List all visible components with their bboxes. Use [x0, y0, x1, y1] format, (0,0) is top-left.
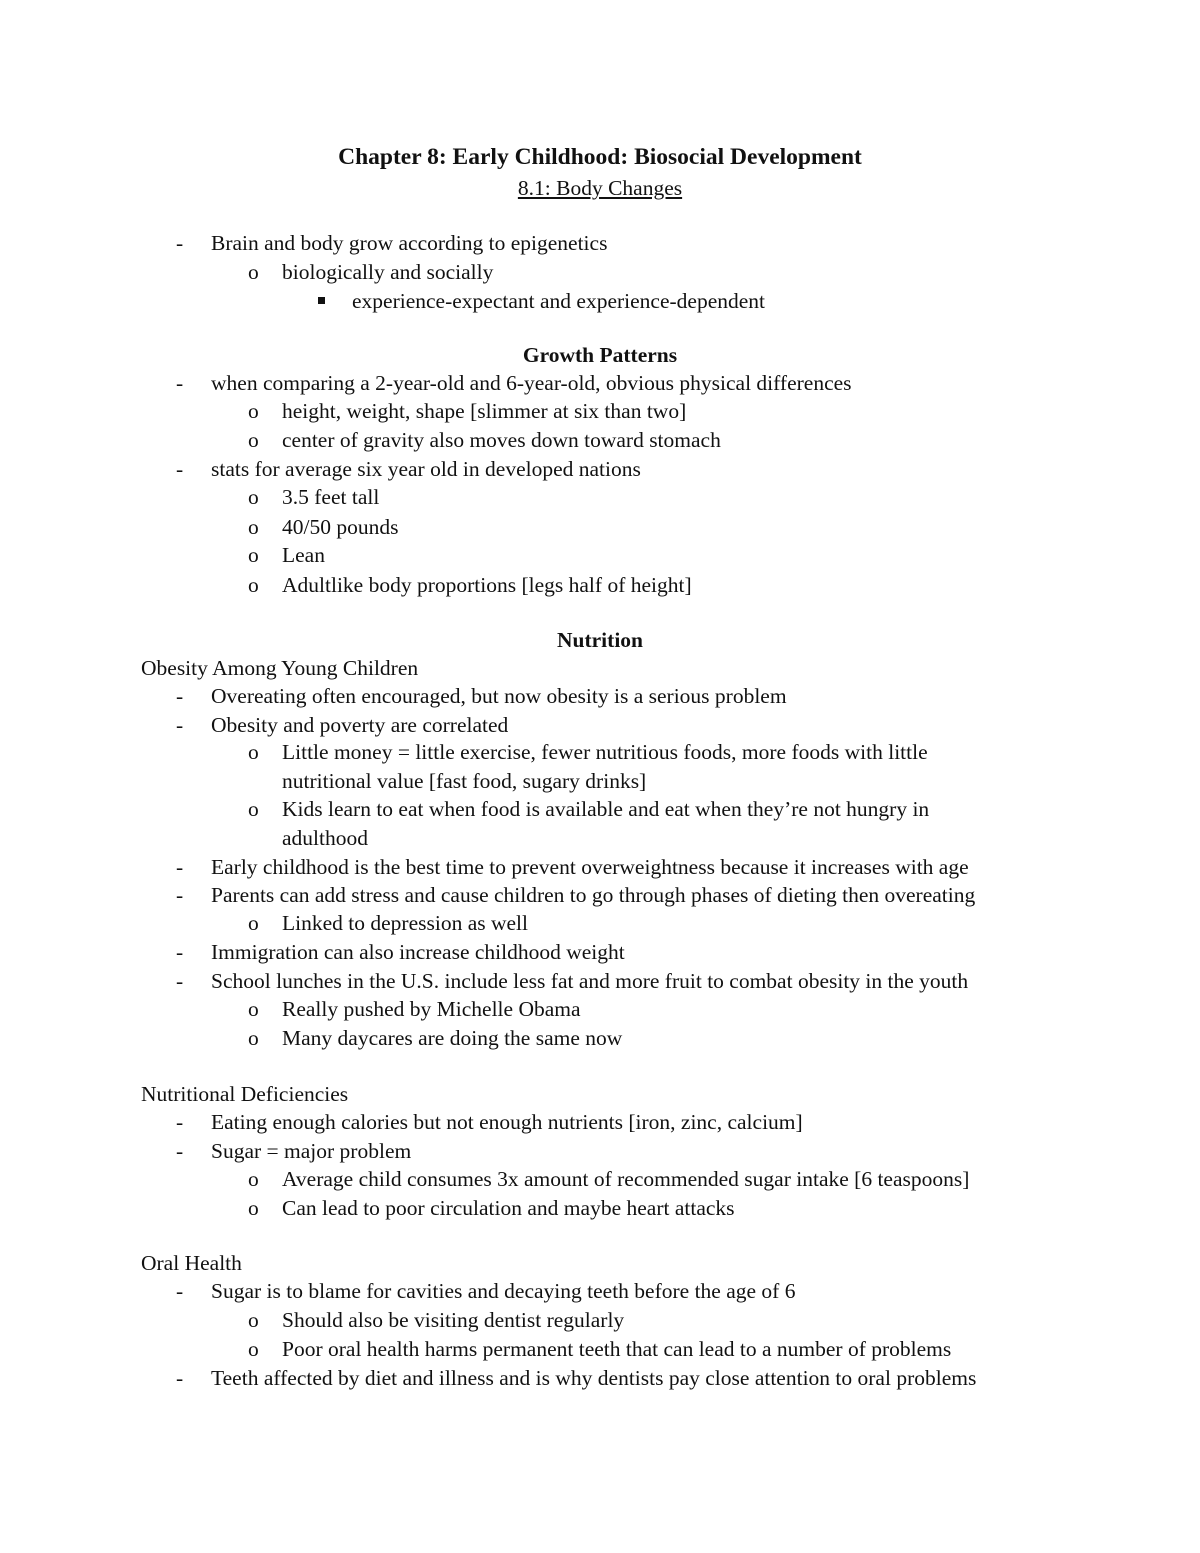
circle-bullet: o [248, 797, 259, 821]
circle-bullet: o [248, 515, 259, 539]
list-item: Can lead to poor circulation and maybe heart attacks [282, 1196, 735, 1220]
list-item-continued: adulthood [282, 826, 368, 850]
list-item: Really pushed by Michelle Obama [282, 997, 581, 1021]
oral-health-subheading: Oral Health [141, 1251, 242, 1275]
list-item: Kids learn to eat when food is available and eat when they’re not hungry in [282, 797, 930, 821]
list-item: Poor oral health harms permanent teeth that can lead to a number of problems [282, 1337, 952, 1361]
list-item: Eating enough calories but not enough nutrients [iron, zinc, calcium] [211, 1110, 803, 1134]
circle-bullet: o [248, 1308, 259, 1332]
list-item: Brain and body grow according to epigenetics [211, 231, 608, 255]
dash-bullet: - [176, 1366, 184, 1390]
list-item: Average child consumes 3x amount of recommended sugar intake [6 teaspoons] [282, 1167, 970, 1191]
list-item-continued: nutritional value [fast food, sugary drinks] [282, 769, 647, 793]
list-item: Overeating often encouraged, but now obesity is a serious problem [211, 684, 787, 708]
circle-bullet: o [248, 997, 259, 1021]
circle-bullet: o [248, 1196, 259, 1220]
dash-bullet: - [176, 713, 184, 737]
dash-bullet: - [176, 231, 184, 255]
circle-bullet: o [248, 543, 259, 567]
list-item: Parents can add stress and cause children to go through phases of dieting then overeating [211, 883, 976, 907]
circle-bullet: o [248, 399, 259, 423]
dash-bullet: - [176, 371, 184, 395]
dash-bullet: - [176, 969, 184, 993]
list-item: experience-expectant and experience-dependent [352, 289, 766, 313]
list-item: stats for average six year old in developed nations [211, 457, 641, 481]
list-item: Sugar is to blame for cavities and decaying teeth before the age of 6 [211, 1279, 796, 1303]
growth-patterns-heading: Growth Patterns [522, 343, 678, 367]
section-subtitle: 8.1: Body Changes [517, 176, 683, 200]
dash-bullet: - [176, 1279, 184, 1303]
list-item: Teeth affected by diet and illness and is why dentists pay close attention to oral problems [211, 1366, 977, 1390]
circle-bullet: o [248, 740, 259, 764]
dash-bullet: - [176, 457, 184, 481]
list-item: Linked to depression as well [282, 911, 529, 935]
list-item: 3.5 feet tall [282, 485, 380, 509]
list-item: when comparing a 2-year-old and 6-year-old, obvious physical differences [211, 371, 852, 395]
list-item: Should also be visiting dentist regularly [282, 1308, 625, 1332]
circle-bullet: o [248, 1026, 259, 1050]
obesity-subheading: Obesity Among Young Children [141, 656, 419, 680]
list-item: Lean [282, 543, 325, 567]
dash-bullet: - [176, 940, 184, 964]
list-item: height, weight, shape [slimmer at six than two] [282, 399, 687, 423]
list-item: Little money = little exercise, fewer nutritious foods, more foods with little [282, 740, 928, 764]
list-item: center of gravity also moves down toward stomach [282, 428, 721, 452]
dash-bullet: - [176, 855, 184, 879]
list-item: biologically and socially [282, 260, 494, 284]
circle-bullet: o [248, 1337, 259, 1361]
list-item: Many daycares are doing the same now [282, 1026, 623, 1050]
circle-bullet: o [248, 428, 259, 452]
dash-bullet: - [176, 883, 184, 907]
dash-bullet: - [176, 1110, 184, 1134]
list-item: 40/50 pounds [282, 515, 399, 539]
circle-bullet: o [248, 573, 259, 597]
list-item: School lunches in the U.S. include less fat and more fruit to combat obesity in the youth [211, 969, 969, 993]
circle-bullet: o [248, 485, 259, 509]
list-item: Early childhood is the best time to prevent overweightness because it increases with age [211, 855, 969, 879]
deficiencies-subheading: Nutritional Deficiencies [141, 1082, 349, 1106]
list-item: Sugar = major problem [211, 1139, 412, 1163]
dash-bullet: - [176, 1139, 184, 1163]
list-item: Obesity and poverty are correlated [211, 713, 509, 737]
list-item: Immigration can also increase childhood weight [211, 940, 625, 964]
nutrition-heading: Nutrition [557, 628, 643, 652]
square-bullet-icon [318, 297, 325, 304]
list-item: Adultlike body proportions [legs half of height] [282, 573, 692, 597]
dash-bullet: - [176, 684, 184, 708]
circle-bullet: o [248, 911, 259, 935]
circle-bullet: o [248, 260, 259, 284]
circle-bullet: o [248, 1167, 259, 1191]
page-title: Chapter 8: Early Childhood: Biosocial Development [338, 144, 862, 170]
